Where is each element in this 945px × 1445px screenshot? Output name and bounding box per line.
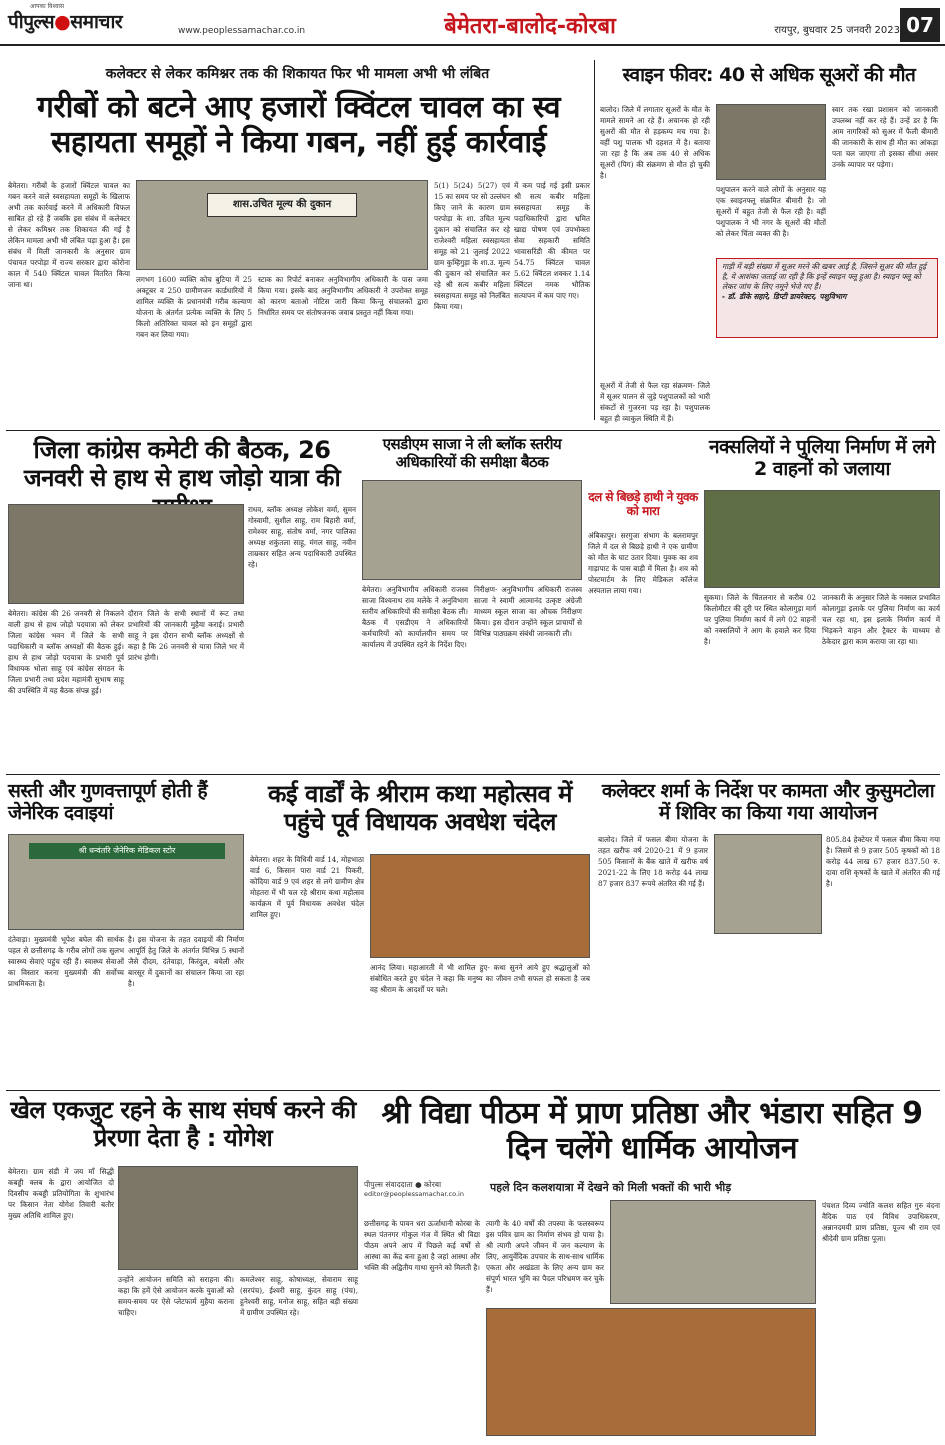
story8-headline[interactable]: कई वार्डों के श्रीराम कथा महोत्सव में पहुंचे पूर्व विधायक अवधेश चंदेल xyxy=(267,780,573,837)
story2-body-col2: स्वार तक रखा प्रशासन को जानकारी उपलब्ध नहीं कर रहे हैं। उन्हें डर है कि आम नागरिकों को सुअर में फैली बीमारी की जानकारी के साथ ही मौत का आंकड़ा पता चल जाएगा तो इसका सीधा असर उनके व्यापार पर पड़ेगा। xyxy=(832,105,938,169)
shop-signboard: शास.उचित मूल्य की दुकान xyxy=(207,193,357,217)
masthead xyxy=(0,0,945,46)
story1-headline[interactable]: गरीबों को बटने आए हजारों क्विंटल चावल का स्व सहायता समूहों ने किया गबन, नहीं हुई कार्रवाई xyxy=(36,90,561,161)
story1-body-col4: 5(1) 5(24) 5(27) एवं 15 का समय पर सो उल्लंघन किए जाने के कारण ग्राम परपोड़ा के शा. उचित मूल्य दुकान को संचालित कर रहे राजेश्वरी महिला स्वसहायता समूह को 21 जुलाई 2022 ग्राम कुम्हिगुड़ा के शा.उ. मूल्य की दुकान को संचालित कर रहे श्री सत्य कबीर महिला स्वसहायता समूह को निलंबित किया गया। xyxy=(434,181,510,311)
story7-body-col2: है। इस योजना के तहत दवाइयों की निर्माण आपूर्ति हेतु जिले के अंतर्गत विभिन्न 5 स्थानों जैसे दीदम, दंतेवाड़ा, किरंदुल, बचेली और बारसूर में दुकानों का संचालन किया जा रहा है। xyxy=(128,935,244,988)
kalash-yatra-photo xyxy=(486,1308,816,1436)
story11-headline[interactable]: श्री विद्या पीठम में प्राण प्रतिष्ठा और भंडारा सहित 9 दिन चलेंगे धार्मिक आयोजन xyxy=(381,1096,923,1167)
story11-body-col2: त्यागी के 40 वर्षों की तपस्या के फलस्वरूप इस पवित्र ग्राम का निर्माण संभव हो पाया है। श्री त्यागी अपने जीवन में जन कल्याण के लिए, आयुर्वेदिक उपचार के साथ-साथ धार्मिक एकता और अखंडता के लिए अन्य ग्राम कर संपूर्ण भारत भूमि का पैदल परिभ्रमण कर चुके हैं। xyxy=(486,1219,604,1294)
story3-headline[interactable]: जिला कांग्रेस कमेटी की बैठक, 26 जनवरी से हाथ से हाथ जोड़ो यात्रा की xyxy=(23,436,341,493)
story3-body-col2: दौरान जिले के सभी स्थानों में रूट तथा प्रभारियों की जानकारी मुहैया कराई। प्रभारी साहू ने इस दौरान सभी ब्लॉक अध्यक्षों से कहा है कि 26 जनवरी से यात्रा जिले भर में प्रारंभ होगी। xyxy=(128,609,244,662)
story8-body-col1: बेमेतरा। शहर के विधिवी वार्ड 14, मोहभाठा वार्ड 6, किसान पारा वार्ड 21 पिकरी, कोदिया वार्ड 9 एवं शहर से लगे ग्रामीण क्षेत्र मोहतरा में भी चल रहे श्रीराम कथा महोत्सव कार्यक्रम में पूर्व विधायक अवधेश चंदेल शामिल हुए। xyxy=(250,855,364,919)
section-title: बेमेतरा-बालोद-कोरबा xyxy=(444,14,616,39)
website-link[interactable]: www.peoplessamachar.co.in xyxy=(178,26,306,36)
row-divider-2 xyxy=(6,774,940,775)
story1-body-col1: बेमेतरा। गरीबों के हजारों क्विंटल चावल का गबन करने वाले स्वसहायता समूहों के खिलाफ अभी तक कार्रवाई करने में अधिकारी विफल साबित हो रहे हैं जबकि इस संबंध में कलेक्टर से लेकर कमिश्नर तक शिकायत की गई है लेकिन मामला अभी भी लंबित पड़ा हुआ है। इस संबंध में मिली जानकारी के अनुसार ग्राम पंचायत परपोड़ा में राज्य सरकार द्वारा कोरोना काल में 540 क्विंटल चावल वितरित किया जाना था। xyxy=(8,181,130,289)
story2-headline[interactable]: स्वाइन फीवर: 40 से अधिक सूअरों की मौत xyxy=(622,64,916,86)
quote-text: गाड़ी में बड़ी संख्या में सूअर मरने की खबर आई है, जिसने सूअर की मौत हुई है, ये आशंका जताई जा रही है कि इन्हें स्वाइन फ्लू हुआ है। स्वाइन फ्लू को लेकर जांच के लिए नमूने भेजे गए हैं। xyxy=(722,262,926,291)
procession-photo xyxy=(610,1200,816,1304)
story5-headline[interactable]: दल से बिछड़े हाथी ने युवक को मारा xyxy=(588,490,698,519)
pig-photo xyxy=(716,104,826,180)
story8-body-col2: आनंद लिया। महाआरती में भी शामिल हुए- कथा सुनने आये हुए श्रद्धालुओं को संबोधित करते हुए चंदेल ने कहा कि मनुष्य का जीवन तभी सफल हो सकता है जब वह श्रीराम के आदर्शों पर चले। xyxy=(370,963,590,994)
camp-photo xyxy=(714,834,822,934)
logo-tagline: आपका विश्वास xyxy=(30,3,64,10)
quote-attribution: - डॉ. डीके सहारे, डिप्टी डायरेक्टर, पशुविभाग xyxy=(722,292,847,301)
story2-body-col4: सूअरों में तेजी से फैल रहा संक्रमण- जिले में सूअर पालन से जुड़े पशुपालकों को भारी संकटों से गुजरना पड़ रहा है। पशुपालक बहुत ही व्याकुल स्थिति में हैं। xyxy=(600,381,710,423)
row-divider xyxy=(6,430,940,431)
story6-headline[interactable]: नक्सलियों ने पुलिया निर्माण में लगे 2 वाहनों को जलाया xyxy=(709,436,935,481)
story11-subhead: पहले दिन कलशयात्रा में देखने को मिली भक्तों की भारी भीड़ xyxy=(490,1181,732,1194)
congress-meeting-photo xyxy=(8,504,244,604)
column-divider xyxy=(594,60,595,420)
dateline: रायपुर, बुधवार 25 जनवरी 2023 xyxy=(774,25,900,36)
story4-body-col2: निरीक्षण- अनुविभागीय अधिकारी राजस्व साजा ने स्वामी आत्मानंद उत्कृष्ट अंग्रेजी माध्यम स्कूल साजा का औचक निरीक्षण किया। इस दौरान उन्होंने स्कूल प्राचार्यों से विभिन्न पाठ्यक्रम संबंधी जानकारी ली। xyxy=(474,585,582,638)
ration-shop-photo xyxy=(136,180,428,270)
story3-body-col3: राधव, ब्लॉक अध्यक्ष लोकेश वर्मा, सुमन गोस्वामी, सुशील साहू, राम बिहारी वर्मा, रामेश्वर साहू, संतोष वर्मा, नगर पालिका अध्यक्ष शकुंतला साहू, मंगल साहू, नवीन ताम्रकार सहित अन्य पदाधिकारी उपस्थित रहे। xyxy=(248,505,356,569)
story4-headline[interactable]: एसडीएम साजा ने ली ब्लॉक स्तरीय अधिकारियों की समीक्षा बैठक xyxy=(382,435,562,471)
story9-headline[interactable]: कलेक्टर शर्मा के निर्देश पर कामता और कुसुमटोला में शिविर का किया गया आयोजन xyxy=(601,780,935,825)
row-divider-3 xyxy=(6,1090,940,1091)
generic-medicine-store-photo xyxy=(8,834,244,930)
story1-body-col2: लगभग 1600 व्यक्ति कोच बुटिया में 25 अक्टूबर व 250 ग्रामीणजन कार्डधारियों में शामिल व्यक्ति के प्रधानमंत्री गरीब कल्याण योजना के अंतर्गत प्रत्येक व्यक्ति के लिए 5 किलो अतिरिक्त चावल को इन समूहों द्वारा गबन कर लिया गया। xyxy=(136,275,252,339)
story2-body-col3: पशुपालन करने वाले लोगों के अनुसार यह एक स्वाइनफ्लू संक्रमित बीमारी है। जो सूअरों में बहुत तेजी से फैल रही है। वहीं पशुपालक ने भी नगर के सूअरों की मौतों को लेकर चिंता व्यक्त की है। xyxy=(716,185,826,238)
kabaddi-photo xyxy=(118,1166,358,1270)
story10-body-col1: बेमेतरा। ग्राम संडी में जय माँ सिद्धी कबड्डी क्लब के द्वारा आयोजित दो दिवसीय कबड्डी प्रतियोगिता के शुभारंभ पर किसान नेता योगेश तिवारी बतौर मुख्य अतिथि शामिल हुए। xyxy=(8,1167,114,1220)
byline-reporter: पीपुल्स संवाददाता ● कोरबा xyxy=(364,1180,442,1189)
story10-headline[interactable]: खेल एकजुट रहने के साथ संघर्ष करने की प्रेरणा देता है : योगेश xyxy=(10,1096,356,1153)
story6-body-col1: सुकमा। जिले के चिंतलनार से करीब 02 किलोमीटर की दूरी पर स्थित कोलागुड़ा मार्ग पर पुलिया निर्माण कार्य में लगे 02 वाहनों को नक्सलियों ने आग के हवाले कर दिया है। xyxy=(704,593,816,646)
story1-kicker: कलेक्टर से लेकर कमिश्नर तक की शिकायत फिर भी मामला अभी भी लंबित xyxy=(105,66,490,82)
sdm-meeting-photo xyxy=(362,480,582,580)
story9-body-col1: बालोद। जिले में फसल बीमा योजना के तहत खरीफ वर्ष 2020-21 में 9 हजार 505 किसानों के बैंक खाते में खरीफ वर्ष 2021-22 के लिए 18 करोड़ 44 लाख 87 हजार 837 रूपये अंतरित की गई हैं। xyxy=(598,835,708,888)
story10-body-col2: उन्होंने आयोजन समिति को सराहना की। कहा कि हमें ऐसे आयोजन करके युवाओं को समय-समय पर ऐसे प्लेटफार्म मुहैया कराना चाहिए। xyxy=(118,1275,234,1317)
story1-body-col5: में कम पाई गई इसी प्रकार श्री सत्य कबीर महिला स्वसहायता समूह के पदाधिकारियों द्वारा भ्रमित खाद्य पोषण एवं उपभोक्ता सेवा सहकारी समिति भावासरिंडी की कीमत पर 54.75 क्विंटल चावल 5.62 क्विंटल शक्कर 1.14 क्विंटल नमक भौतिक सत्यापन में कम पाए गए। xyxy=(514,181,590,300)
story11-body-col1: छत्तीसगढ़ के पावन धरा ऊर्जाधानी कोरबा के स्थल पंतनगर गोकुल गंज में स्थित श्री विद्या पीठम अपने आप में पिछले कई वर्षों से आस्था का केंद्र बना हुआ है जहां आस्था और भक्ति की अद्वितीय गाथा सुनने को मिलती है। xyxy=(364,1219,480,1272)
story6-body-col2: जानकारी के अनुसार जिले के नक्सल प्रभावित कोलागुड़ा इलाके पर पुलिया निर्माण का कार्य चल रहा था, इस इलाके निर्माण कार्य में भिड़कने वाहन और ट्रैक्टर के माध्यम से ठेकेदार द्वारा काम कराया जा रहा था। xyxy=(822,593,940,646)
story10-body-col3: कमलेश्वर साहू, कोषाध्यक्ष, सेवाराम साहू (सरपंच), ईश्वरी साहू, कुंदन साहू (पंच), हुनेश्वरी साहू, मनोज साहू, सहित बड़ी संख्या में ग्रामीण उपस्थित रहे। xyxy=(240,1275,358,1317)
page-number: 07 xyxy=(900,8,940,42)
story2-body-col1: बालोद। जिले में लगातार सूअरों के मौत के मामले सामने आ रहे हैं। अचानक हो रही सुअरों की मौत से हड़कम्प मच गया है। वहीं पशु पालक भी दहशत में है। बताया जा रहा है कि अब तक 40 से अधिक सूअरों (पिग) की संक्रमण से मौत हो चुकी है। xyxy=(600,105,710,180)
story4-body-col1: बेमेतरा। अनुविभागीय अधिकारी राजस्व साजा विश्वनाथ राव मलेके ने अनुविभाग स्तरीय अधिकारियों की समीक्षा बैठक ली। बैठक में एसडीएम ने अधिकारियों कर्मचारियों को कार्यालयीन समय पर कार्यालय में उपस्थित रहने के निर्देश दिए। xyxy=(362,585,468,649)
story3-body-col1: बेमेतरा। कांग्रेस की 26 जनवरी से निकलने वाली हाथ से हाथ जोड़ो पदयात्रा को लेकर जिला कांग्रेस भवन में जिले के सभी पदाधिकारी व ब्लॉक अध्यक्षों की बैठक हुई। हाथ से हाथ जोड़ो पदयात्रा के प्रभारी पूर्व विधायक भोला साहू एवं कांग्रेस संगठन के जिला प्रभारी तथा प्रदेश महामंत्री सुभाष साहू की उपस्थिति में यह बैठक संपन्न हुई। xyxy=(8,609,124,695)
story11-byline-box xyxy=(364,1180,480,1214)
story1-body-col3: स्टाक का रिपोर्ट बनाकर अनुविभागीय अधिकारी के पास जमा किया गया। इसके बाद अनुविभागीय अधिकारी ने उपरोक्त समूह को कारण बताओ नोटिस जारी किया किन्तु संचालकों द्वारा निर्धारित समय पर संतोषजनक जवाब प्रस्तुत नहीं किया गया। xyxy=(258,275,428,317)
story7-headline[interactable]: सस्ती और गुणवत्तापूर्ण होती हैं जेनेरिक दवाइयां xyxy=(8,780,208,825)
burnt-vehicles-photo xyxy=(704,490,940,588)
newspaper-logo[interactable]: पीपुल्स●समाचार xyxy=(8,11,123,33)
ramkatha-photo xyxy=(370,854,590,958)
story7-body-col1: दंतेवाड़ा। मुख्यमंत्री भूपेश बघेल की सार्थक पहल से छत्तीसगढ़ के गरीब लोगों तक सुलभ स्वास्थ्य सेवाएं पहुंच रही हैं। स्वास्थ्य सेवाओं का विस्तार करना मुख्यमंत्री की सर्वोच्च प्राथमिकता है। xyxy=(8,935,124,988)
story9-body-col2: 805.84 हेक्टेयर में फसल बीमा किया गया है। जिसमें से 9 हजार 505 कृषकों को 18 करोड़ 44 लाख 67 हजार 837.50 रु. दावा राशि कृषकों के खाते में अंतरित की गई है। xyxy=(826,835,940,888)
story2-quote xyxy=(716,258,938,338)
story11-body-col3: पंचशत दिव्य ज्योति कलश सहित गुरु वंदना वैदिक पाठ एवं विविध उपाधिकरण, अन्नानदमयी प्राण प्रतिष्ठा, पूज्य श्री राम एवं श्रीदेवी ग्राम प्रतिष्ठा पूजा। xyxy=(822,1201,940,1243)
store-signboard: श्री धन्वंतरि जेनेरिक मेडिकल स्टोर xyxy=(29,843,225,859)
byline-email[interactable]: editor@peoplessamachar.co.in xyxy=(364,1190,464,1198)
story5-body: अंबिकापुर। सरगुजा संभाग के बलरामपुर जिले में दल से बिछड़े हाथी ने एक ग्रामीण को मौत के घाट उतार दिया। युवक का शव गाड़ापाट के पास बाड़ी में मिला है। शव को पोस्टमार्टम के लिए मेडिकल कॉलेज अस्पताल लाया गया। xyxy=(588,531,698,595)
